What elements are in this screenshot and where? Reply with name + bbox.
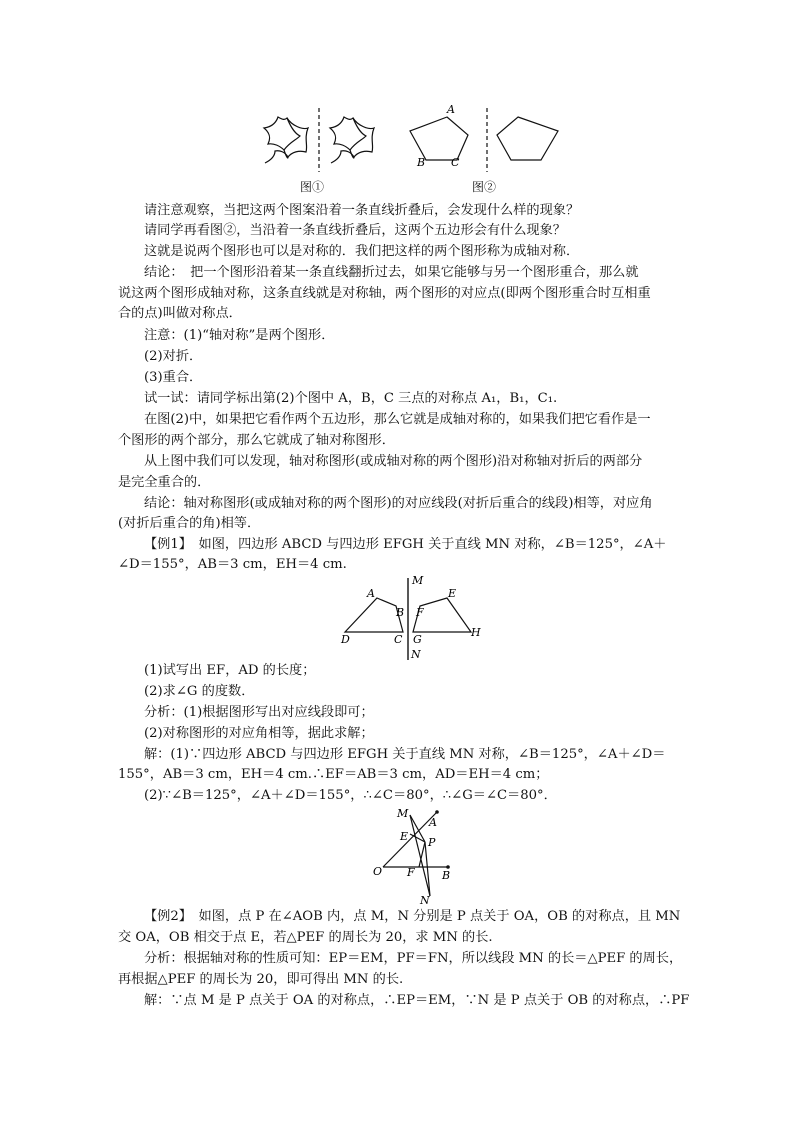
text-line: 这就是说两个图形也可以是对称的．我们把这样的两个图形称为成轴对称． — [144, 244, 580, 259]
svg-text:F: F — [416, 606, 424, 619]
svg-text:F: F — [407, 866, 415, 879]
svg-text:M: M — [412, 574, 424, 587]
text-line: (2)∵∠B＝125°，∠A＋∠D＝155°，∴∠C＝80°，∴∠G＝∠C＝80°． — [144, 788, 557, 803]
svg-text:E: E — [400, 830, 409, 843]
text-line: (对折后重合的角)相等． — [118, 516, 261, 531]
text-line: 说这两个图形成轴对称，这条直线就是对称轴，两个图形的对应点(即两个图形重合时互相重 — [118, 286, 651, 301]
quad-ABCD — [345, 598, 403, 632]
svg-text:N: N — [420, 894, 430, 907]
text-line: (2)求∠G 的度数． — [144, 684, 255, 699]
text-line: 从上图中我们可以发现，轴对称图形(或成轴对称的两个图形)沿对称轴对折后的两部分 — [144, 454, 643, 469]
text-line: 结论： 把一个图形沿着某一条直线翻折过去，如果它能够与另一个图形重合，那么就 — [144, 265, 639, 280]
text-line: ∠D＝155°，AB＝3 cm，EH＝4 cm. — [118, 557, 347, 572]
figure-quadrilaterals — [0, 572, 794, 662]
text-line: 交 OA，OB 相交于点 E，若△PEF 的周长为 20，求 MN 的长. — [118, 930, 493, 945]
caption-fig1: 图① — [300, 180, 325, 194]
text-line: 解：(1)∵四边形 ABCD 与四边形 EFGH 关于直线 MN 对称，∠B＝125°，∠A＋∠D＝ — [144, 747, 666, 762]
svg-text:B: B — [396, 606, 405, 619]
text-line: 请注意观察，当把这两个图案沿着一条直线折叠后，会发现什么样的现象？ — [144, 203, 580, 218]
svg-text:G: G — [413, 633, 422, 646]
text-line: 分析：(1)根据图形写出对应线段即可； — [144, 705, 374, 720]
svg-text:A: A — [367, 587, 375, 600]
figure-top — [0, 0, 794, 200]
text-line: 再根据△PEF 的周长为 20，即可得出 MN 的长. — [118, 972, 404, 987]
text-line: 合的点)叫做对称点． — [118, 306, 242, 321]
flower-shape-left — [264, 117, 308, 163]
svg-text:B: B — [442, 869, 451, 882]
text-line: 【例1】 如图，四边形 ABCD 与四边形 EFGH 关于直线 MN 对称，∠B＝125°，∠A＋ — [144, 537, 667, 552]
flower-shape-right — [330, 117, 374, 163]
text-line: 【例2】 如图，点 P 在∠AOB 内，点 M，N 分别是 P 点关于 OA，OB 的对称点，且 MN — [144, 909, 681, 924]
svg-text:M: M — [397, 807, 409, 820]
text-line: 个图形的两个部分，那么它就成了轴对称图形． — [118, 433, 395, 448]
svg-text:A: A — [429, 816, 437, 829]
svg-text:E: E — [448, 587, 457, 600]
text-line: 在图(2)中，如果把它看作两个五边形，那么它就是成轴对称的，如果我们把它看作是一 — [144, 412, 651, 427]
text-line: 请同学再看图②，当沿着一条直线折叠后，这两个五边形会有什么现象？ — [144, 223, 566, 238]
text-line: 分析：根据轴对称的性质可知：EP＝EM，PF＝FN，所以线段 MN 的长＝△PEF 的周长， — [144, 951, 683, 966]
svg-text:C: C — [394, 633, 403, 646]
svg-text:N: N — [411, 648, 421, 661]
pentagon-right — [497, 117, 558, 160]
text-line: (3)重合． — [144, 370, 203, 385]
text-line: (2)对折． — [144, 349, 203, 364]
text-line: 解：∵点 M 是 P 点关于 OA 的对称点，∴EP＝EM，∵N 是 P 点关于 OB 的对称点，∴PF — [144, 993, 690, 1008]
text-line: 试一试：请同学标出第(2)个图中 A，B，C 三点的对称点 A₁，B₁，C₁. — [144, 391, 558, 406]
text-line: 结论：轴对称图形(或成轴对称的两个图形)的对应线段(对折后重合的线段)相等，对应角 — [144, 496, 653, 511]
svg-text:P: P — [428, 836, 436, 849]
label-B: B — [417, 156, 426, 169]
figure-angle — [0, 800, 794, 910]
text-line: 是完全重合的． — [118, 475, 211, 490]
svg-text:D: D — [341, 633, 350, 646]
pentagon-left — [410, 117, 468, 160]
caption-fig2: 图② — [472, 180, 497, 194]
svg-text:H: H — [471, 626, 481, 639]
text-line: 注意：(1)“轴对称”是两个图形． — [144, 328, 335, 343]
text-line: 155°，AB＝3 cm，EH＝4 cm.∴EF＝AB＝3 cm，AD＝EH＝4 cm； — [118, 767, 549, 782]
label-C: C — [451, 156, 460, 169]
svg-text:O: O — [373, 865, 383, 878]
text-line: (2)对称图形的对应角相等，据此求解； — [144, 726, 374, 741]
label-A: A — [447, 103, 455, 116]
text-line: (1)试写出 EF，AD 的长度； — [144, 663, 316, 678]
